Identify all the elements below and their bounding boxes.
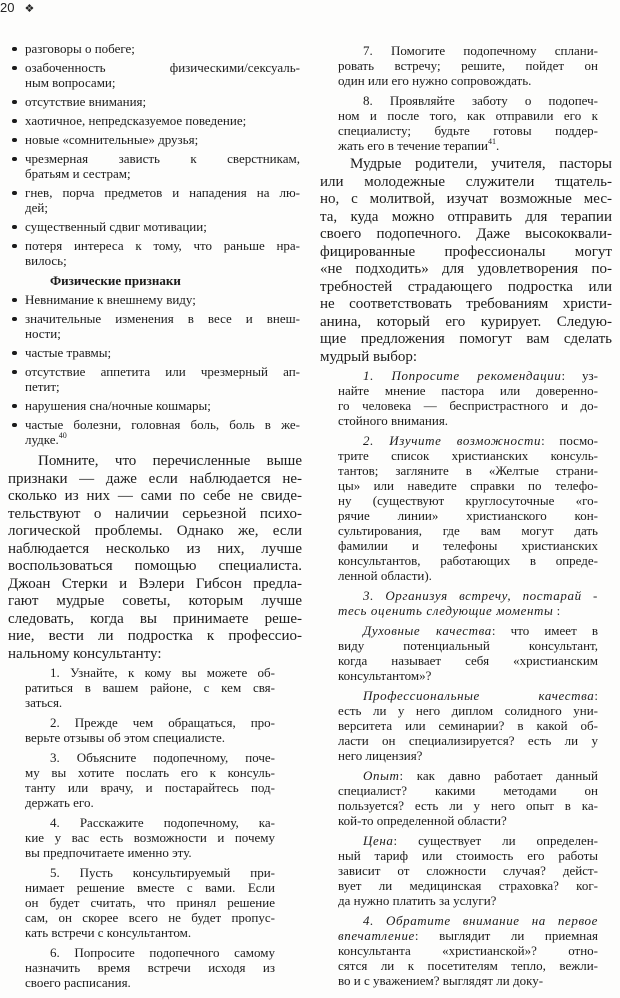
footnote-ref: 41 (487, 137, 496, 146)
text-line (338, 588, 598, 603)
text-line: кой-то определенной области? (338, 813, 507, 828)
text-line: ности; (25, 326, 61, 341)
ornament-icon: ❖ (24, 3, 35, 15)
numbered-item (338, 93, 598, 153)
text-line: следовать, когда вы принимаете реше- (8, 610, 302, 627)
text-line (338, 138, 598, 153)
text-line: один или его нужно сопровождать. (338, 73, 532, 88)
text-segment: : (553, 603, 561, 618)
text-line: требностей страдающего подростка или (320, 278, 612, 295)
text-line: сятся ли к посетителям тепло, вежли- (338, 958, 598, 973)
emphasis-text: 1. Попросите рекомендации (363, 368, 562, 383)
text-line: рячие линии» христианского кон- (338, 508, 598, 523)
text-line (338, 768, 598, 783)
text-line (338, 928, 598, 943)
text-line: него лицензия? (338, 748, 423, 763)
numbered-item (338, 623, 598, 683)
text-line: держать его. (25, 795, 94, 810)
numbered-item (338, 913, 598, 988)
text-line: логической проблемы. Однако же, если (8, 523, 302, 539)
bullet-item (25, 94, 300, 109)
text-line: отсутствие аппетита или чрезмерный ап- (25, 364, 300, 379)
text-line: вует ли медицинская страховка? ког- (338, 878, 598, 893)
text-line: мудрый выбор: (320, 348, 417, 365)
numbered-item (25, 750, 275, 810)
text-line: частые болезни, головная боль, боль в же- (25, 417, 300, 432)
text-line: щие предложения помогут вам сделать (320, 331, 612, 347)
text-line: озабоченность физическими/сексуаль- (25, 60, 300, 75)
text-line: существенный сдвиг мотивации; (25, 219, 207, 234)
numbered-item (338, 368, 598, 428)
text-line: специалист? какими методами он (338, 783, 598, 798)
left-paragraph (8, 453, 302, 663)
text-segment: : выглядит ли приемная (414, 928, 598, 943)
text-line (338, 433, 598, 448)
text-line: признаки — даже если наблюдается не- (8, 470, 302, 487)
text-line: ние, вести ли подростка к профессио- (8, 628, 302, 644)
text-line: Помните, что перечисленные выше (38, 453, 302, 469)
text-line: го человека — беспристрастного и до- (338, 398, 598, 413)
paragraph (320, 156, 612, 366)
text-line: 6. Попросите подопечного самому (50, 945, 275, 960)
right-paragraph (320, 156, 612, 366)
section-heading (25, 273, 300, 288)
text-segment: жать его в течение терапии (338, 138, 488, 153)
text-line (338, 913, 598, 928)
text-line: ный тариф или стоимость его работы (338, 848, 598, 863)
text-line: назначить время встречи исходя из (25, 960, 275, 975)
text-segment: : существует ли определен- (393, 833, 598, 848)
numbered-item (338, 768, 598, 828)
bullet-item (25, 364, 300, 394)
text-line: вилось; (25, 253, 67, 268)
text-line: нальному консультанту: (8, 645, 162, 662)
numbered-item (338, 588, 598, 618)
emphasis-text: Профессиональные (363, 688, 480, 703)
bullet-item (25, 417, 300, 447)
choice-tips-list (338, 368, 598, 988)
text-line: потеря интереса к тому, что раньше нра- (25, 238, 300, 253)
numbered-item (338, 43, 598, 88)
text-line: анина, который его курирует. Следую- (320, 313, 612, 330)
text-line: ласти он специализируется? есть ли у (338, 733, 598, 748)
text-segment: : (594, 688, 598, 703)
text-line: ном и после того, как отправили его к (338, 108, 598, 123)
text-line: дей; (25, 200, 48, 215)
text-line: верьте отзывы об этом специалисте. (25, 730, 226, 745)
text-line: наблюдается несколько из них, лучше (8, 540, 302, 557)
emphasis-text: 2. Изучите возможности (363, 433, 542, 448)
text-line: 2. Прежде чем обращаться, про- (50, 715, 275, 730)
text-line: ленной области). (338, 568, 432, 583)
text-line: заться. (25, 695, 63, 710)
text-line: танту или врачу, и постарайтесь под- (25, 780, 275, 795)
text-line (338, 688, 598, 703)
text-line: 4. Расскажите подопечному, ка- (50, 815, 275, 830)
text-line: Физические признаки (50, 273, 181, 288)
text-line: кие у вас есть возможности и почему (25, 830, 275, 845)
bullet-item (25, 238, 300, 268)
text-segment: лудке. (25, 432, 59, 447)
emphasis-text: Духовные качества (363, 623, 492, 638)
text-line: есть ли у него диплом солидного уни- (338, 703, 598, 718)
text-line: та, куда можно отправить для терапии (320, 208, 612, 225)
numbered-item (338, 833, 598, 908)
bullet-item (25, 60, 300, 90)
numbered-item (25, 815, 275, 860)
emphasis-text: качества (538, 688, 595, 703)
text-segment: : как давно работает данный (399, 768, 598, 783)
text-line: найте мнение пастора или доверенно- (338, 383, 598, 398)
text-line: зависит от сложности случая? дейст- (338, 863, 598, 878)
emphasis-text: 4. Обратите внимание на первое (363, 913, 598, 928)
bullet-item (25, 132, 300, 147)
footnote-ref: 40 (58, 431, 67, 440)
text-line: значительные изменения в весе и внеш- (25, 311, 300, 326)
text-line: ным вопросами; (25, 75, 116, 90)
text-line: сам, он скорее всего не будет пропус- (25, 910, 275, 925)
numbered-item (338, 433, 598, 583)
text-line: цы» или наведите справки по телефо- (338, 478, 598, 493)
text-line: гнев, порча предметов и нападения на лю- (25, 185, 300, 200)
text-line: частые травмы; (25, 345, 112, 360)
page-header (0, 0, 34, 17)
text-line: кать встречи с консультантом. (25, 925, 192, 940)
numbered-item (25, 865, 275, 940)
bullet-item (25, 41, 300, 56)
text-line: новые «сомнительные» друзья; (25, 132, 199, 147)
text-line: 5. Пусть консультируемый при- (50, 865, 275, 880)
text-segment: : что имеет в (491, 623, 599, 638)
paragraph (8, 453, 302, 663)
emphasis-text: тесь оценить следующие моменты (338, 603, 554, 618)
text-line: своего расписания. (25, 975, 131, 990)
emphasis-text: 3. Организуя встречу, постарай - (363, 588, 598, 603)
text-line: консультантом»? (338, 668, 432, 683)
text-line (338, 833, 598, 848)
bullet-item (25, 311, 300, 341)
numbered-item (338, 688, 598, 763)
bullet-item (25, 219, 300, 234)
text-line: тантов; загляните в «Желтые страни- (338, 463, 598, 478)
text-line: петит; (25, 379, 60, 394)
text-line: 3. Объясните подопечному, поче- (50, 750, 275, 765)
text-line: не соответствовать требованиям христи- (320, 296, 612, 312)
text-line: гают мудрые советы, которым лучше (8, 593, 302, 609)
bullet-item (25, 151, 300, 181)
bullet-item (25, 345, 300, 360)
bullet-item (25, 292, 300, 307)
bullet-item (25, 185, 300, 215)
text-segment: : посмо- (541, 433, 598, 448)
text-line (338, 623, 598, 638)
text-line: ровать встречу; решите, пойдет он (338, 58, 598, 73)
warning-signs-list (25, 41, 300, 447)
text-line: да нужно платить за услуги? (338, 893, 497, 908)
text-line: специалисту; будьте готовы поддер- (338, 123, 598, 138)
text-line: виду потенциальный консультант, (338, 638, 598, 653)
text-line: когда называет себя «христианским (338, 653, 598, 668)
text-line: разговоры о побеге; (25, 41, 135, 56)
text-line: чрезмерная зависть к сверстникам, (25, 151, 300, 166)
text-line: пользуется? есть ли у него опыт в ка- (338, 798, 598, 813)
text-line: но, с молитвой, изучат возможные мес- (320, 191, 612, 207)
bullet-item (25, 398, 300, 413)
referral-steps-list (25, 665, 275, 990)
text-line: стойного внимания. (338, 413, 449, 428)
text-line: Джоан Стерки и Вэлери Гибсон предла- (8, 575, 302, 592)
text-line: фицированные профессионалы могут (320, 243, 612, 260)
text-line: Невнимание к внешнему виду; (25, 292, 196, 307)
text-line: нарушения сна/ночные кошмары; (25, 398, 211, 413)
bullet-item (25, 113, 300, 128)
emphasis-text: впечатление (338, 928, 415, 943)
text-line: братьям и сестрам; (25, 166, 131, 181)
text-line: консультантов, работающих в опреде- (338, 553, 598, 568)
text-line: или молодежные служители тщатель- (320, 173, 612, 190)
text-line: хаотичное, непредсказуемое поведение; (25, 113, 247, 128)
text-segment: : уз- (561, 368, 598, 383)
text-line: фамилии и телефоны христианских (338, 538, 598, 553)
numbered-item (25, 945, 275, 990)
text-line: трите список христианских консуль- (338, 448, 598, 463)
text-line: воспользоваться помощью специалиста. (8, 558, 302, 574)
text-line: ну (существуют круглосуточные «го- (338, 493, 598, 508)
text-segment (480, 688, 539, 703)
emphasis-text: Опыт (363, 768, 400, 783)
text-line: сколько из них — сами по себе не свиде- (8, 488, 302, 504)
text-line: своего подопечного. Даже высококвали- (320, 226, 612, 242)
numbered-item (25, 715, 275, 745)
referral-steps-continued (338, 43, 598, 153)
text-line: во и с уважением? выглядят ли доку- (338, 973, 544, 988)
text-line (338, 368, 598, 383)
text-line: сультирования, где вам могут дать (338, 523, 598, 538)
text-line: «не подходить» для удовлетворения по- (320, 261, 612, 277)
page-number: 20 (0, 0, 15, 15)
text-line: 8. Проявляйте заботу о подопеч- (363, 93, 598, 108)
text-line: 7. Помогите подопечному сплани- (363, 43, 598, 58)
text-line: ратиться в вашем районе, с кем свя- (25, 680, 275, 695)
text-line (338, 603, 598, 618)
text-line: му вы хотите послать его к консуль- (25, 765, 275, 780)
numbered-item (25, 665, 275, 710)
emphasis-text: Цена (363, 833, 394, 848)
text-line: Мудрые родители, учителя, пасторы (350, 156, 612, 172)
text-line: тельствуют о наличии серьезной психо- (8, 505, 302, 522)
text-line: 1. Узнайте, к кому вы можете об- (50, 665, 275, 680)
text-line: отсутствие внимания; (25, 94, 147, 109)
text-line: вы предпочитаете именно эту. (25, 845, 192, 860)
text-line: консультанта «христианской»? отно- (338, 943, 598, 958)
text-line: он будет считать, что принял решение (25, 895, 275, 910)
text-line: нимает решение вместе с вами. Если (25, 880, 275, 895)
text-line (25, 432, 300, 447)
text-line: верситета или семинарии? в какой об- (338, 718, 598, 733)
text-segment: . (495, 138, 500, 153)
